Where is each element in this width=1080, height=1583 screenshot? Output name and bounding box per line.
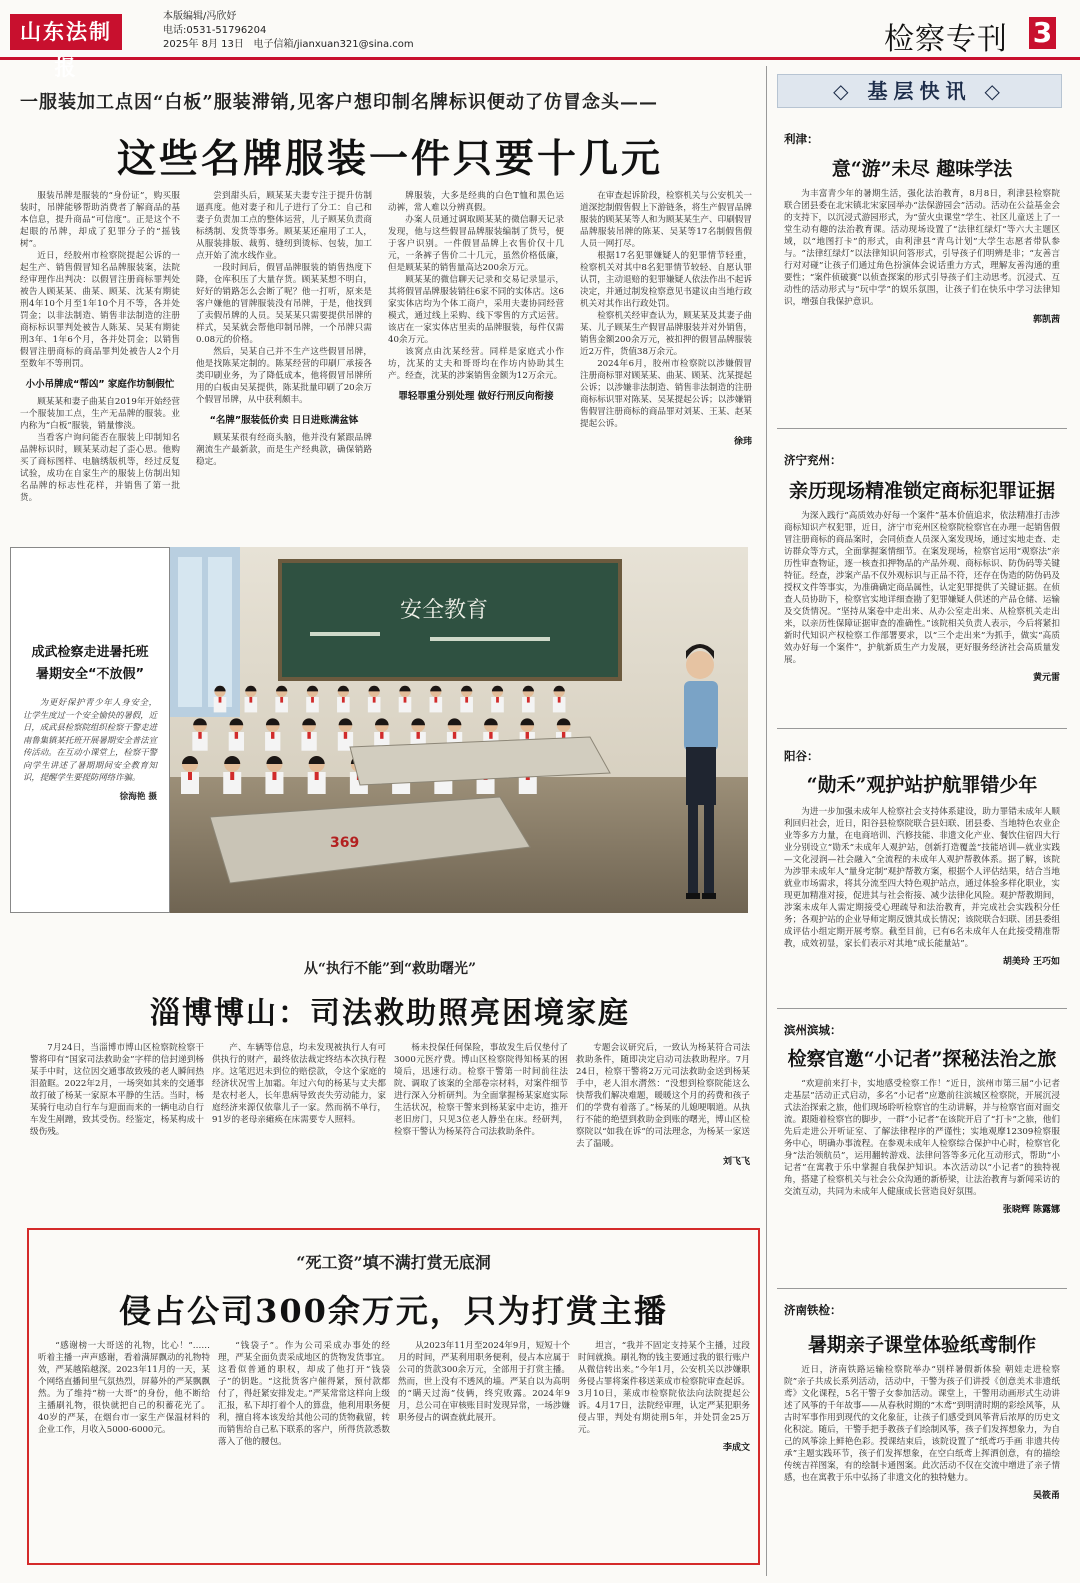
paragraph: 从2023年11月至2024年9月，短短十个月的时间，严某利用职务便利，侵占本应属于公司的货款300余万元，全部用于打赏主播。然而，世上没有不透风的墙。严某自以为高明的“瞒天过海”伎俩，终究败露。2024年9月，总公司在审核账目时发现异常，一场涉嫌职务侵占的调查就此展开。 xyxy=(398,1341,570,1423)
date-email-line xyxy=(163,38,414,52)
article2-column-1 xyxy=(30,1042,204,1214)
brief-5-body xyxy=(784,1364,1060,1576)
paragraph: 牌服装，大多是经典的白色T恤和黑色运动裤，常人难以分辨真假。 xyxy=(388,191,564,213)
photo-title-line-2: 暑期安全“不放假” xyxy=(35,667,145,682)
student-figure xyxy=(491,686,504,713)
student-figure xyxy=(265,756,283,794)
paragraph: 该窝点由沈某经营。同样是家庭式小作坊，沈某的丈夫和哥哥均在作坊内协助其生产。经查，沈某的涉案销售金额为12万余元。 xyxy=(388,347,564,381)
paragraph: 顾某某很有经商头脑，他并没有紧跟品牌潮流生产最新款，而是生产经典款，确保销路稳定。 xyxy=(196,433,372,467)
paragraph: 近日，经胶州市检察院提起公诉的一起生产、销售假冒知名品牌服装案，法院经审理作出判决：以假冒注册商标罪判处被告人顾某某、曲某、顾某、沈某有期徒刑4年10个月至1年10个月不等，各并处罚金；以非法制造、销售非法制造的注册商标标识罪判处被告人陈某、吴某有期徒刑3年、1年6个月，各并处罚金；以销售假冒注册商标的商品罪判处被告人2个月至数年不等刑罚。 xyxy=(20,251,180,369)
brief-4-location: 滨州滨城： xyxy=(784,1023,842,1037)
article3-column-3 xyxy=(398,1340,570,1556)
student-figure xyxy=(337,686,350,713)
student-figure xyxy=(265,718,280,750)
student-figure xyxy=(306,686,319,713)
article1-column-1 xyxy=(20,190,180,530)
article3-title: 侵占公司300余万元，只为打赏主播 xyxy=(119,1292,668,1330)
article1-subhead-3: 罪轻罪重分别处理 做好行刑反向衔接 xyxy=(398,391,554,402)
brief-divider xyxy=(777,1288,1067,1289)
article3-kicker: “死工资”填不满打赏无底洞 xyxy=(296,1253,491,1272)
article3-column-1 xyxy=(38,1340,210,1556)
brief-3-location: 阳谷： xyxy=(784,749,819,763)
paragraph: 根据17名犯罪嫌疑人的犯罪情节轻重，检察机关对其中8名犯罪情节较轻、自愿认罪认罚，主动退赔的犯罪嫌疑人依法作出不起诉决定，并通过制发检察意见书建议由当地行政机关对其作出行政处罚。 xyxy=(580,251,752,309)
article2-column-4 xyxy=(576,1042,750,1214)
student-figure xyxy=(245,686,258,713)
student-figure xyxy=(275,686,288,713)
paragraph: 然后，吴某自己并不生产这些假冒吊牌，他是找陈某定制的。陈某经营的印刷厂承接各类印刷业务，为了降低成本，他将假冒吊牌所用的白板由吴某提供，陈某批量印刷了20余万个假冒吊牌，从中获利颇丰。 xyxy=(196,347,372,405)
brief-1-body xyxy=(784,188,1060,414)
paragraph: 当看客户询问能否在服装上印制知名品牌标识时，顾某某动起了歪心思。他购买了商标图样、电脑绣版机等，经过反复试验，成功在自家生产的服装上仿制出知名品牌的标志性花样，并销售了第一批货。 xyxy=(20,433,180,503)
paragraph: 服装吊牌是服装的“身份证”，购买服装时，吊牌能够帮助消费者了解商品的基本信息，提升商品“可信度”。正是这个不起眼的吊牌，却成了犯罪分子的“摇钱树”。 xyxy=(20,191,180,249)
brief-2-location: 济宁兖州： xyxy=(784,453,842,467)
brief-1-title: 意“游”未尽 趣味学法 xyxy=(831,158,1013,180)
student-figure xyxy=(553,686,566,713)
photo-caption-box xyxy=(10,547,170,913)
student-figure xyxy=(399,686,412,713)
student-figure xyxy=(338,718,353,750)
brief-4-title: 检察官邀“小记者”探秘法治之旅 xyxy=(787,1048,1057,1070)
paragraph: 坦言，“我并不固定支持某个主播，过段时间就换。刷礼物的钱主要通过我的银行账户从微信转出来。”今年1月，公安机关以涉嫌职务侵占罪将案件移送莱成市检察院审查起诉。3月10日，莱成市检察院依法向法院提起公诉。4月17日，法院经审理，认定严某犯职务侵占罪，判处有期徒刑5年，并处罚金25万元。 xyxy=(578,1341,750,1435)
brief-divider xyxy=(777,428,1067,429)
article3-column-2 xyxy=(218,1340,390,1556)
paragraph: 近日，济南铁路运输检察院举办“别样暑假新体验 朝娃走进检察院”亲子共成长系列活动，活动中，干警为孩子们讲授《创意美术非遗纸鸢》文化课程，5名干警子女参加活动。课堂上，干警用动画形式生动讲述了风筝的千年故事——从春秋时期的“木鸢”到明清时期的彩绘风筝，从古时军事作用到现代的文化象征，让孩子们感受到风筝背后浓厚的历史文化积淀。随后，干警手把手教孩子们绘制风筝，孩子们发挥想象力，为自己的风筝涂上鲜艳色彩。授课结束后，该院设置了“纸鸢巧手画 非遗共传承”主题实践环节，孩子们发挥想象，在空白纸鸢上挥洒创意，有的描绘传统吉祥图案，有的绘制卡通图案。此次活动不仅在交流中增进了亲子情感，也在寓教于乐中弘扬了非遗文化的独特魅力。 xyxy=(784,1365,1060,1483)
paragraph: 顾某某的微信聊天记录和交易记录显示，其将假冒品牌服装销往6家不同的实体店。这6家实体店均为个体工商户，采用夫妻协同经营模式，通过线上采购、线下零售的方式运营。该店在一家实体店里卖的品牌服装，每件仅需40余万元。 xyxy=(388,275,564,345)
section-title: 检察专刊 xyxy=(884,22,1008,57)
desk-label: 369 xyxy=(330,835,360,851)
paragraph: 顾某某和妻子曲某自2019年开始经营一个服装加工点，生产无品牌的服装。业内称为“白板”服装，销量惨淡。 xyxy=(20,397,180,431)
paragraph: “感谢榜一大哥送的礼物，比心！”……听着主播一声声感谢，看着满屏飘动的礼物特效，严某越陷越深。2023年11月的一天，某个网络直播间里气氛热烈，屏幕外的严某飘飘然。为了维持“榜一大哥”的身份，他不断给主播刷礼物，很快就把自己的积蓄花光了。40岁的严某，在烟台市一家生产保温材料的企业工作，月收入5000-6000元。 xyxy=(38,1341,210,1435)
brief-5-location: 济南铁检： xyxy=(784,1303,842,1317)
brief-1-location: 利津： xyxy=(784,132,819,146)
paragraph: 产、车辆等信息，均未发现被执行人有可供执行的财产，最终依法裁定终结本次执行程序。这笔迟迟未到位的赔偿款，令这个家庭的经济状况雪上加霜。年过六旬的杨某与丈夫都是农村老人，长年患病导致丧失劳动能力，家庭经济来源仅依靠儿子一家。然而祸不单行，91岁的老母亲瘫痪在床需要专人照料。 xyxy=(212,1043,386,1125)
paragraph: 为丰富青少年的暑期生活，强化法治教育，8月8日，利津县检察院联合团县委在北宋镇北宋家园举办“法保游园会”活动。活动在公益基金会的支持下，以沉浸式游园形式，为“萤火虫课堂”学生、社区儿童送上了一堂生动有趣的法治教育课。活动现场设置了“法律红绿灯”等六大主题区域，以“地图打卡”的形式，由利津县“青鸟计划”大学生志愿者带队参与。“法律红绿灯”以法律知识问答形式，引导孩子们明辨是非；“友善言行对对碰”让孩子们通过角色扮演体会说话重力方式，理解友善沟通的重要性；“案件侦破赛”以侦查探案的形式引导孩子们主动思考。沉浸式、互动性的活动形式与“玩中学”的娱乐氛围，让孩子们在快乐中学习法律知识，增强自我保护意识。 xyxy=(784,189,1060,307)
email-line: 电子信箱/jianxuan321@sina.com xyxy=(253,39,414,50)
photo-credit: 徐海艳 摄 xyxy=(119,791,157,802)
article1-subhead-1: 小小吊牌成“帮凶” 家庭作坊制假忙 xyxy=(25,379,175,390)
issue-meta xyxy=(163,10,414,52)
newspaper-logo: 山东法制报 xyxy=(10,14,122,50)
paragraph: 专题会议研究后，一致认为杨某符合司法救助条件，随即决定启动司法救助程序。7月24日，检察干警将2万元司法救助金送到杨某手中，老人泪水潸然：“没想到检察院能这么快帮我们解决难题，暖暖这个月的药费和孩子们的学费有着落了。”杨某的儿媳哽咽道。从执行不能的绝望到救助金到账的曙光，博山区检察院以“如我在诉”的司法理念，为杨某一家送去了温暖。 xyxy=(576,1043,750,1149)
brief-2-body xyxy=(784,510,1060,714)
masthead xyxy=(0,0,1080,80)
student-figure xyxy=(223,756,241,794)
phone-line: 电话:0531-51796204 xyxy=(163,25,267,36)
paragraph: 为深入践行“高质效办好每一个案件”基本价值追求，依法精准打击涉商标知识产权犯罪，近日，济宁市兖州区检察院检察官在办理一起销售假冒注册商标的商品案时，会同侦查人员深入案发现场，通过实地走查、走访群众等方式，全面掌握案情细节。在案发现场，检察官运用“观察法”亲历性审查物证，逐一核查扣押物品的产品外观、商标标识、防伪码等关键特征。经查，涉案产品不仅外观标识与正品不符，还存在伪造的防伪码及授权文件等事实，为准确确定商品属性，认定犯罪提供了关键证据。在侦查人员协助下，检察官实地详细查勘了犯罪嫌疑人供述的产品仓储、运输及交货情况。“坚持从案卷中走出来、从办公室走出来、从检察机关走出来，以亲历性保障证据审查的准确性。”该院相关负责人表示，今后将紧扣新时代知识产权检察工作部署要求，以“三个走出来”为抓手，做实“高质效办好每一个案件”，护航新质生产力发展，更好服务经济社会高质量发展。 xyxy=(784,511,1060,665)
paragraph: “钱袋子”。作为公司采成办事处的经理，严某全面负责采成地区的货物发货事宜。这看似普通的职权，却成了他打开“钱袋子”的钥匙。“这批货客户催得紧，预付款都付了，得赶紧安排发走。”严某常常这样向上级汇报，私下却打着个人的算盘，他利用职务便利，擅自将本该发给其他公司的货物截留，转而销售给自己私下联系的客户，所得货款悉数落入了他的腰包。 xyxy=(218,1341,390,1447)
article2-title: 淄博博山：司法救助照亮困境家庭 xyxy=(150,996,630,1031)
issue-date: 2025年 8月 13日 xyxy=(163,39,244,50)
paragraph: “欢迎前来打卡，实地感受检察工作！”近日，滨州市第三届“小记者走基层”活动正式启动，多名“小记者”应邀前往滨城区检察院，开展沉浸式法治探索之旅，他们现场聆听检察官的生动讲解，并与检察官面对面交流。跟随着检察官的脚步，一群“小记者”在该院开启了“打卡”之旅，他们先后走进公开听证室、了解法律程序的严谨性；实地观摩12309检察服务中心，明确办事流程。在参观未成年人检察综合保护中心时，检察官化身“法治领航员”，运用翻转游戏、法律问答等多元化互动形式，帮助“小记者”在寓教于乐中掌握自我保护知识。本次活动以“小记者”的独特视角，搭建了检察机关与社会公众沟通的新桥梁，让法治教育与新闻采访的交流互动，共同为未成年人健康成长营造良好氛围。 xyxy=(784,1079,1060,1197)
student-figure xyxy=(368,686,381,713)
brief-3-byline: 胡美玲 王巧如 xyxy=(1002,957,1060,967)
brief-2-title: 亲历现场精准锁定商标犯罪证据 xyxy=(788,480,1055,502)
article1-subhead-2: “名牌”服装低价卖 日日进账满盆钵 xyxy=(209,415,359,426)
article1-title: 这些名牌服装一件只要十几元 xyxy=(116,136,663,182)
brief-4-byline: 张晓辉 陈露娜 xyxy=(1002,1205,1060,1215)
editor-line: 本版编辑/冯欣妤 xyxy=(163,11,237,22)
article1-column-4 xyxy=(580,190,752,530)
student-figure xyxy=(308,756,326,794)
student-figure xyxy=(522,686,535,713)
article1-column-3 xyxy=(388,190,564,530)
brief-divider xyxy=(777,1008,1067,1009)
student-figure xyxy=(229,718,244,750)
classroom-illustration xyxy=(170,547,748,913)
brief-4-body xyxy=(784,1078,1060,1274)
paragraph: 一段时间后，假冒品牌服装的销售热度下降，仓库积压了大量存货。顾某某想不明白，好好的销路怎么会断了呢？他一打听，原来是客户嫌他的冒牌服装没有吊牌，于是，他找到了卖假吊牌的人员。吴某某只需要提供吊牌的样式，吴某就会帮他印制吊牌，一个吊牌只需0.08元的价格。 xyxy=(196,263,372,345)
paragraph: 尝到甜头后，顾某某夫妻专注于提升仿制逼真度。他对妻子和儿子进行了分工：自己和妻子负责加工点的整体运营，儿子顾某负责商标绣制、发货等事务。顾某某还雇用了工人，从服装排版、裁剪、缝纫到烫标、包装，加工点开始了流水线作业。 xyxy=(196,191,372,261)
article3-byline: 李成文 xyxy=(722,1443,750,1453)
news-brief-banner: ◇ 基层快讯 ◇ xyxy=(777,74,1062,108)
paragraph: 办案人员通过调取顾某某的微信聊天记录发现，他与这些假冒品牌服装编制了货号，便于客户识别。一件假冒品牌上衣售价仅十几元，一条裤子售价二十几元，虽然价格低廉，但是顾某某的销售量高达200余万元。 xyxy=(388,215,564,273)
student-figure xyxy=(301,718,316,750)
student-figure xyxy=(430,686,443,713)
brief-5-title: 暑期亲子课堂体验纸鸢制作 xyxy=(807,1334,1036,1356)
blackboard-text: 安全教育 xyxy=(400,598,489,623)
student-figure xyxy=(214,686,227,713)
article2-column-3 xyxy=(394,1042,568,1214)
student-figure xyxy=(181,756,199,794)
article1-column-2 xyxy=(196,190,372,530)
paragraph: 7月24日，当淄博市博山区检察院检察干警将印有“国家司法救助金”字样的信封递到杨某手中时，这位因交通事故致残的老人瞬间热泪盈眶。2022年2月，一场突如其来的交通事故打破了杨某一家原本平静的生活。当时，杨某骑行电动自行车与迎面而来的一辆电动自行车发生剐蹭，致其受伤。经鉴定，杨某构成十级伤残。 xyxy=(30,1043,204,1137)
student-figure xyxy=(192,718,207,750)
paragraph: 杨未投保任何保险，事故发生后仅垫付了3000元医疗费。博山区检察院得知杨某的困境后，迅速行动。检察干警第一时间前往法院、调取了该案的全部卷宗材料，对案件细节进行深入分析研判。为全面掌握杨某家庭实际生活状况，检察干警来到杨某家中走访，推开老旧房门，只见3位老人静坐在床。经研判，检察干警认为杨某符合司法救助条件。 xyxy=(394,1043,568,1137)
paragraph: 在审查起诉阶段，检察机关与公安机关一道深挖制假售假上下游链条，将生产假冒品牌服装的顾某某等人和为顾某某生产、印刷假冒品牌服装吊牌的陈某、吴某等17名制假售假人员一网打尽。 xyxy=(580,191,752,249)
photo-title xyxy=(23,642,157,686)
brief-3-body xyxy=(784,806,1060,996)
paragraph: 2024年6月，胶州市检察院以涉嫌假冒注册商标罪对顾某某、曲某、顾某、沈某提起公诉；以涉嫌非法制造、销售非法制造的注册商标标识罪对陈某、吴某提起公诉；以涉嫌销售假冒注册商标的商品罪对刘某、王某、赵某提起公诉。 xyxy=(580,359,752,429)
brief-3-title: “勋禾”观护站护航罪错少年 xyxy=(806,774,1038,796)
column-divider xyxy=(766,66,767,1576)
classroom-photo xyxy=(170,547,748,913)
student-figure xyxy=(460,686,473,713)
paragraph: 检察机关经审查认为，顾某某及其妻子曲某、儿子顾某生产假冒品牌服装并对外销售，销售金额200余万元，被扣押的假冒品牌服装近2万件，货值38万余元。 xyxy=(580,311,752,357)
article2-kicker: 从“执行不能”到“救助曙光” xyxy=(303,961,477,977)
photo-title-line-1: 成武检察走进暑托班 xyxy=(31,645,149,660)
article2-byline: 刘飞飞 xyxy=(722,1157,750,1167)
brief-5-byline: 吴筱甬 xyxy=(1032,1491,1060,1501)
article1-byline: 徐玮 xyxy=(733,437,752,447)
brief-divider xyxy=(777,728,1067,729)
page-number: 3 xyxy=(1029,17,1056,49)
article3-column-4 xyxy=(578,1340,750,1556)
brief-1-byline: 郭凯茜 xyxy=(1032,315,1060,325)
banner-label: 基层快讯 xyxy=(867,79,972,103)
brief-2-byline: 黄元雷 xyxy=(1032,673,1060,683)
article2-column-2 xyxy=(212,1042,386,1214)
photo-caption-text: 为更好保护青少年人身安全，让学生度过一个安全愉快的暑假，近日，成武县检察院组织检察干警走进南鲁集镇某托班开展暑期安全普法宣传活动。在互动小课堂上，检察干警向学生讲述了暑期期间安全教育知识，提醒学生要提防网络诈骗。 xyxy=(23,697,157,782)
article1-kicker: 一服装加工点因“白板”服装滞销,见客户想印制名牌标识便动了仿冒念头—— xyxy=(20,92,658,113)
paragraph: 为进一步加强未成年人检察社会支持体系建设，助力罪错未成年人顺利回归社会，近日，阳谷县检察院联合县妇联、团县委、当地特色农业企业等多方力量，在电商培训、汽修技能、非遗文化产业、餐饮住宿四大行业分别设立“勋禾”未成年人观护站，创新打造覆盖“技能培训—就业实践—文化浸润—社会融入”全流程的未成年人观护帮教体系。据了解，该院为涉罪未成年人“量身定制”观护帮教方案，根据个人评估结果，结合当地就业市场需求，将其分流至四大特色观护站点，通过体验多样化职业，实现更加精准对接，促进其与社会衔接、减少法律化风险。观护帮教期间，涉案未成年人需定期接受心理疏导和法治教育，并完成社会实践积分任务；各观护站的企业导师定期反馈其成长情况；该院联合妇联、团县委组成评估小组定期开展考察。截至目前，已有6名未成年人在此接受精准帮教，成效初显，家长们表示对其地“成长能量站”。 xyxy=(784,807,1060,949)
